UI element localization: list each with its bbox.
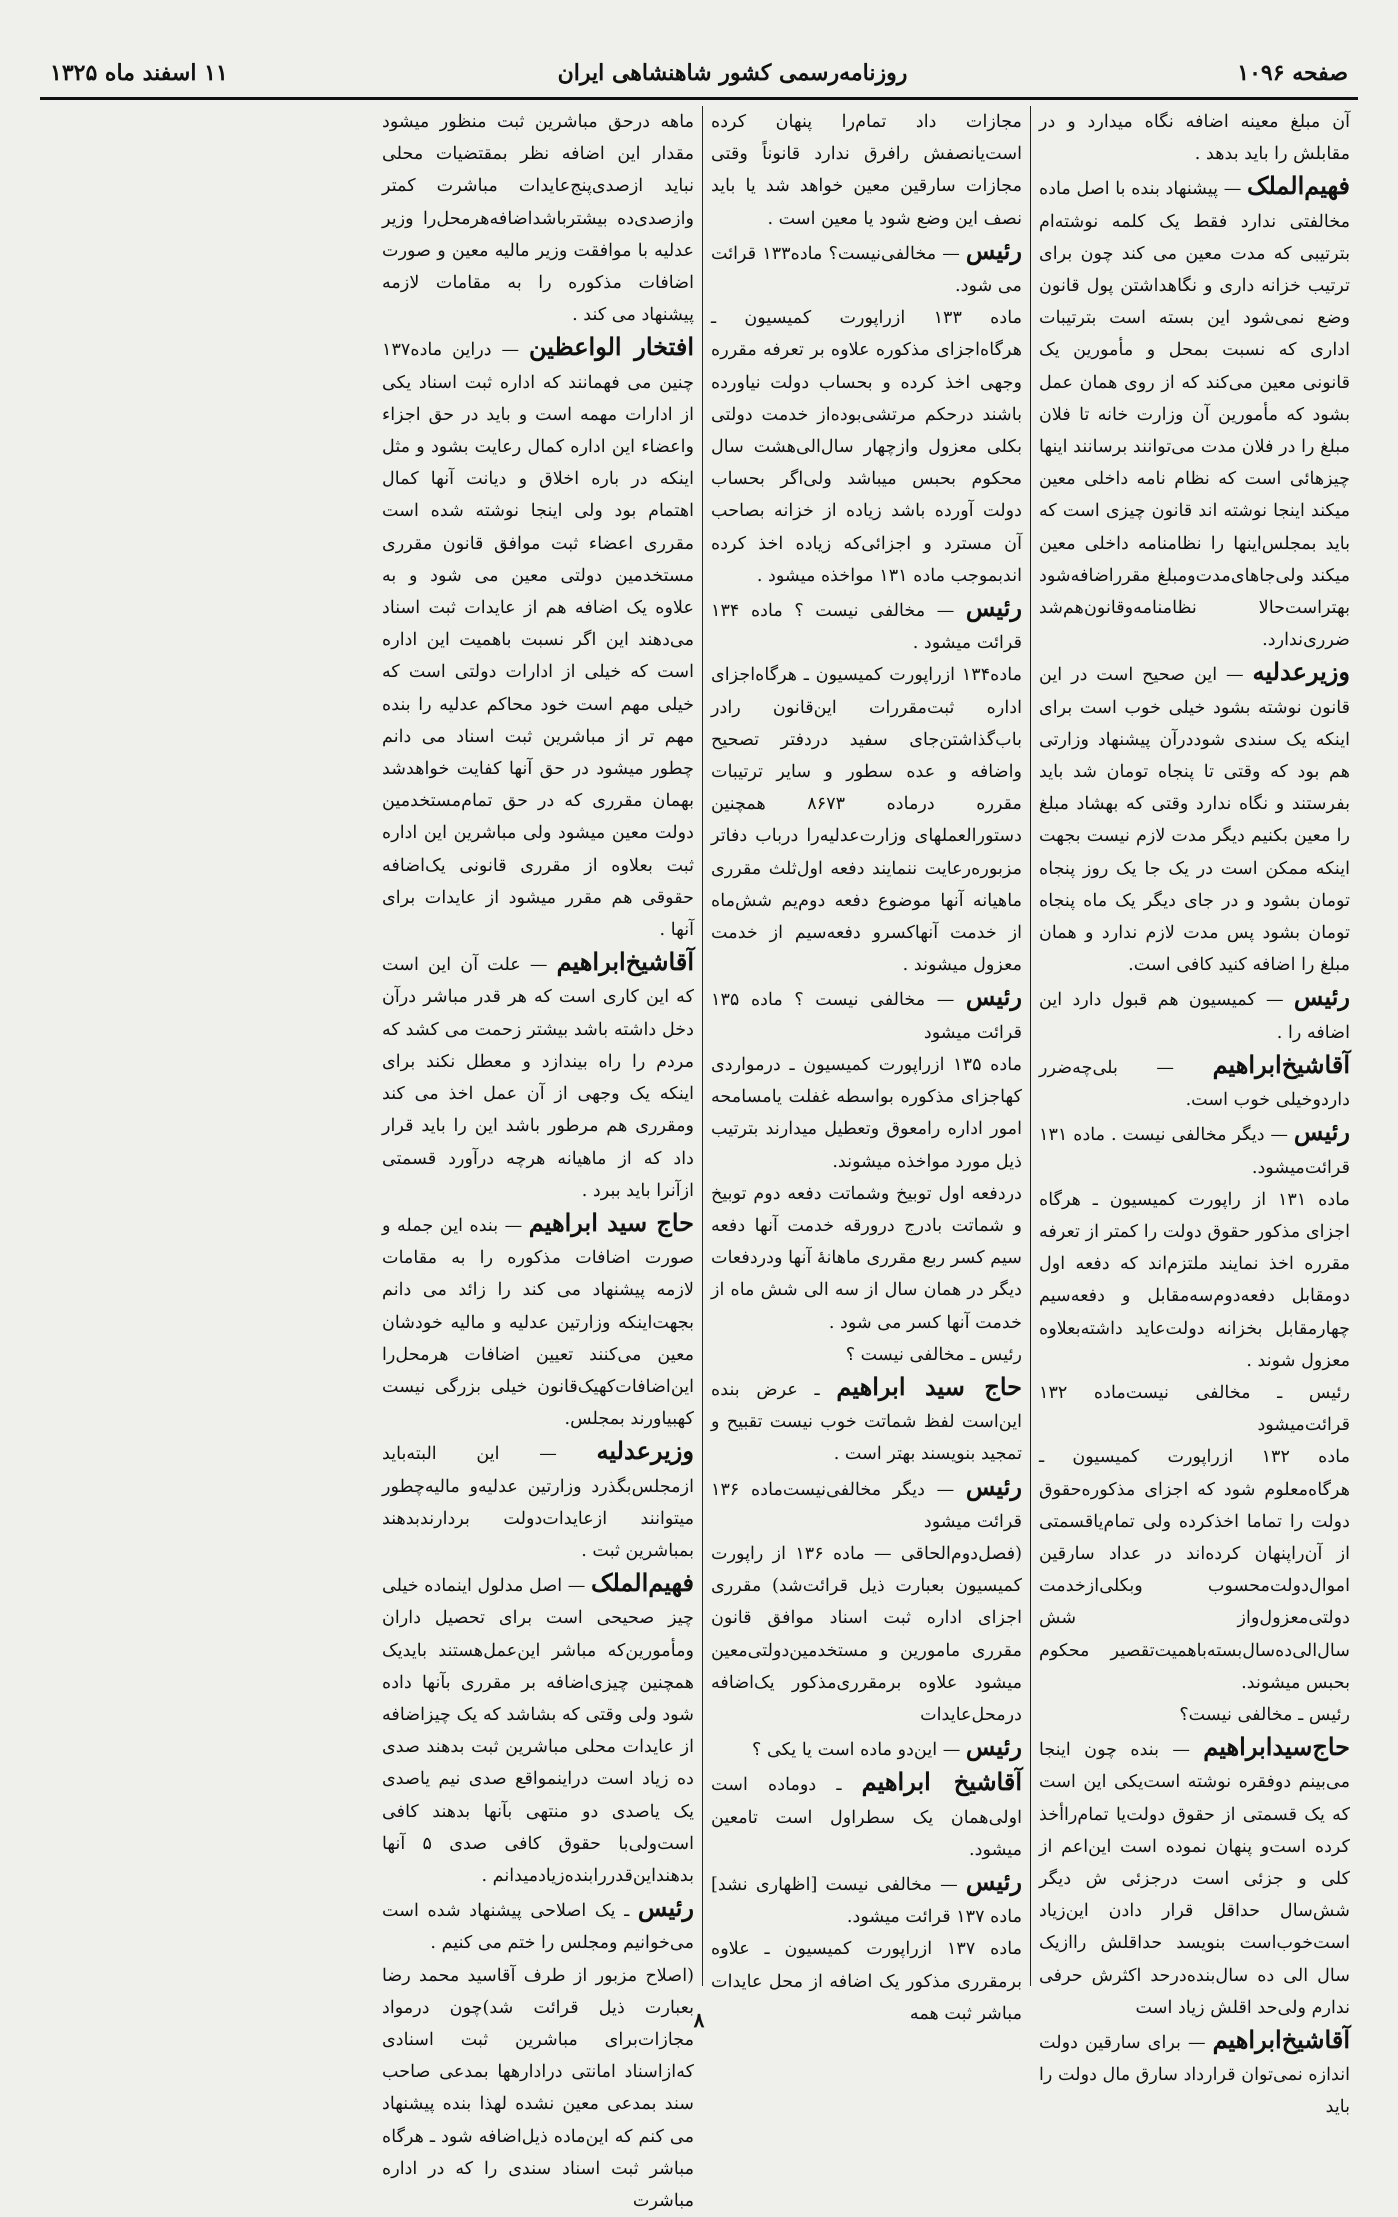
speaker-name: رئیس xyxy=(965,235,1023,265)
paragraph xyxy=(382,1960,694,2217)
speaker-name: آقاشیخ‌ابراهیم xyxy=(1212,1049,1350,1079)
paragraph-text: — بلی‌چه‌ضرر داردوخیلی خوب است. xyxy=(1039,1057,1350,1111)
paragraph xyxy=(711,592,1022,659)
speaker-name: فهیم‌الملک xyxy=(590,1568,695,1598)
paragraph xyxy=(711,235,1022,302)
paragraph-text: ماده۱۳۴ ازراپورت کمیسیون ـ هرگاه‌اجزای اداره ثبت‌مقررات این‌قانون رادر باب‌گذاشتن‌جای سفید دردفتر تصحیح واضافه و عده سطور و سایر ترتیبات مقرره درماده ۸۶۷۳ همچنین دستور‌العملهای وزارت‌عدلیه‌را درباب دفاتر مزبوره‌رعایت ننمایند دفعه اول‌ثلث مقرری ماهیانه آنها موضوع دفعه دوم‌یم شش‌ماه از خدمت آنهاکسرو دفعه‌سیم از خدمت معزول میشوند . xyxy=(711,665,1022,976)
paragraph-text: — دیگر مخالفی نیست . ماده ۱۳۱ قرائت‌میشود. xyxy=(1039,1125,1350,1178)
paragraph xyxy=(1039,1377,1350,1441)
paragraph xyxy=(711,1339,1022,1371)
speaker-name: آقاشیخ ابراهیم xyxy=(861,1767,1023,1797)
speaker-name: آقاشیخ‌ابراهیم xyxy=(556,947,694,977)
paragraph xyxy=(711,1471,1022,1538)
page-header xyxy=(40,52,1358,94)
paragraph-text: مجازات داد تمام‌را پنهان کرده است‌یانصفش را‌فرق ندارد قانوناً وقتی مجازات سارقین معین خواهد شد یا باید نصف این وضع شود یا معین است . xyxy=(711,112,1022,229)
newspaper-title: روزنامه‌رسمی کشور شاهنشاهی ایران xyxy=(557,60,908,86)
paragraph-text: — برای سارقین دولت اندازه نمی‌توان قرارداد سارق مال دولت را باید xyxy=(1039,2032,1350,2118)
paragraph xyxy=(711,1731,1022,1766)
paragraph-text: رئیس ـ مخالفی نیست ؟ xyxy=(845,1344,1022,1365)
paragraph-text: — بنده این جمله و صورت اضافات مذکوره را به مقامات لازمه پیشنهاد می کند را زائد می دانم بجهت‌اینکه وزارتین عدلیه و مالیه خودشان معین می‌کنند تعیین اضافات هرمحل‌را این‌اضافات‌کهیک‌قانون خیلی بزرگی نیست کهبیاورند بمجلس. xyxy=(382,1215,694,1430)
paragraph-text: ماده ۱۳۳ ازراپورت کمیسیون ـ هرگاه‌اجزای مذکوره علاوه بر تعرفه مقرره وجهی اخذ کرده و بحساب دولت نیاورده باشند درحکم مرتشی‌بوده‌از خدمت دولتی بکلی معزول وازچهار سال‌الی‌هشت سال محکوم بحبس میباشد ولی‌اگر بحساب دولت آورده باشد زیاده از خزانه بصاحب آن مسترد و اجزائی‌که زیاده اخذ کرده اندبموجب ماده ۱۳۱ مواخذه میشود . xyxy=(711,308,1022,586)
paragraph-text: ـ یک اصلاحی پیشنهاد شده است می‌خوانیم ومجلس را ختم می کنیم . xyxy=(382,1901,694,1954)
paragraph-text: رئیس ـ مخالفی نیست‌ماده ۱۳۲ قرائت‌میشود xyxy=(1039,1382,1350,1436)
paragraph xyxy=(382,1567,694,1892)
paragraph-text: ماهه درحق مباشرین ثبت منظور میشود مقدار این اضافه نظر بمقتضیات محلی نباید ازصدی‌پنج‌عایدات مباشرت کمتر وازصدی‌ده بیشتر‌باشداضافه‌هرمحل‌را وزیر عدلیه با موافقت وزیر مالیه معین و صورت اضافات مذکوره را به مقامات لازمه پیشنهاد می کند . xyxy=(382,112,694,326)
paragraph xyxy=(711,659,1022,981)
paragraph-text: (فصل‌دوم‌الحاقی — ماده ۱۳۶ از راپورت کمیسیون بعبارت ذیل قرائت‌شد) مقرری اجزای اداره ثبت اسناد موافق قانون مقرری مامورین و مستخدمین‌دولتی‌معین میشود علاوه برمقرری‌مذکور یک‌اضافه در‌محل‌عایدات xyxy=(711,1543,1022,1725)
speaker-name: رئیس xyxy=(965,1471,1023,1501)
speaker-name: فهیم‌الملک xyxy=(1246,171,1351,201)
page-number: ۸ xyxy=(693,2008,705,2032)
paragraph xyxy=(711,302,1022,592)
text-columns xyxy=(40,106,1358,2211)
speaker-name: وزیرعدلیه xyxy=(596,1436,694,1466)
paragraph xyxy=(382,1892,694,1959)
paragraph-text: — دراین ماده۱۳۷ چنین می فهمانند که اداره ثبت اسناد یکی از ادارات مهمه است و باید در حق اجزاء واعضاء این اداره کمال رعایت بشود و مثل اینکه در باره اخلاق و دیانت آنها کمال اهتمام بود ولی اینجا نوشته شده است مقرری اعضاء ثبت موافق قانون مقرری مستخدمین دولتی معین می شود و به علاوه یک اضافه هم از عایدات ثبت اسناد می‌دهند این اگر نسبت باهمیت این اداره است که خیلی از ادارات دولتی است که خیلی مهم است خود محاکم عدلیه را بنده مهم تر از مباشرین ثبت اسناد می دانم چطور میشود در حق آنها کفایت خواهدشد بهمان مقرری که در حق تمام‌مستخدمین دولت معین میشود ولی مباشرین این اداره ثبت بعلاوه از مقرری قانونی یک‌اضافه حقوقی هم مقرر میشود از عایدات برای آنها . xyxy=(382,340,694,941)
paragraph xyxy=(1039,106,1350,170)
paragraph-text: ماده ۱۳۲ ازراپورت کمیسیون ـ هرگاه‌معلوم شود که اجزای مذکوره‌حقوق دولت را تماما اخذکرده ولی تمام‌یاقسمتی از آن‌راپنهان کرده‌اند در عداد سارقین اموال‌دولت‌محسوب وبکلی‌ازخدمت دولتی‌معزول‌واز شش سال‌الی‌ده‌سال‌بسته‌باهمیت‌تقصیر محکوم بحبس میشوند. xyxy=(1039,1447,1350,1693)
paragraph xyxy=(1039,1731,1350,2024)
paragraph-text: — مخالفی نیست ؟ ماده ۱۳۴ قرائت میشود . xyxy=(711,601,1022,654)
issue-date: ۱۱ اسفند ماه ۱۳۲۵ xyxy=(50,60,228,86)
paragraph-text: — دیگر مخالفی‌نیست‌ماده ۱۳۶ قرائت میشود xyxy=(711,1479,1022,1532)
paragraph-text: — این صحیح است در این قانون نوشته بشود خیلی خوب است برای اینکه یک سندی شوددرآن پیشنهاد وزارتی هم بود که وقتی تا پنجاه تومان شد باید بفرستند و نگاه ندارد وقتی که بهشاد مبلغ را معین بکنیم دیگر مدت لازم نیست بجهت اینکه ممکن است در یک جا یک روز پنجاه تومان بشود و در جای دیگر یک ماه پنجاه تومان بشود پس مدت لازم ندارد و همان مبلغ را اضافه کنید کافی است. xyxy=(1039,665,1350,976)
paragraph-text: — بنده چون اینجا می‌بینم دوفقره نوشته است‌یکی این است که یک قسمتی از حقوق دولت‌یا تمام‌راأخذ کرده است‌و پنهان نموده است این‌اعم از کلی و جزئی است درجزئی ش دیگر شش‌سال حداقل قرار دادن این‌زیاد است‌خوب‌است بنویسد حداقلش راازیک سال الی ده سال‌بنده‌درحد اکثرش حرفی ندارم ولی‌حد اقلش زیاد است xyxy=(1039,1740,1350,2018)
paragraph-text: — پیشنهاد بنده با اصل ماده مخالفتی ندارد فقط یک کلمه نوشته‌ام بترتیبی که مدت معین می کند چون برای ترتیب خزانه داری و نگاهداشتن پول قانون وضع نمی‌شود این بسته است بترتیبات اداری که نسبت بمحل و مأمورین یک قانونی معین می‌کند که از روی همان عمل بشود که مأمورین آن وزارت خانه تا فلان مبلغ را در فلان مدت می‌توانند برسانند اینها چیزهائی است که نظام نامه داخلی معین میکند اینجا نوشته اند قانون چیزی است که باید بمجلس‌اینها را نظامنامه داخلی معین میکند ولی‌جاهای‌مدت‌ومبلغ مقرراضافه‌شود بهتراست‌حالا نظامنامه‌وقانون‌هم‌شد ضرری‌ندارد. xyxy=(1039,179,1350,651)
paragraph xyxy=(711,1766,1022,1866)
paragraph xyxy=(711,1178,1022,1339)
speaker-name: رئیس xyxy=(637,1893,694,1923)
speaker-name: حاج سید ابراهیم xyxy=(528,1207,695,1237)
speaker-name: رئیس xyxy=(965,1732,1022,1762)
paragraph xyxy=(1039,656,1350,981)
paragraph xyxy=(711,1538,1022,1731)
paragraph xyxy=(711,106,1022,235)
paragraph-text: دردفعه اول توبیخ وشماتت دفعه دوم توبیخ و شماتت بادرج درورقه خدمت آنها دفعه سیم کسر ربع مقرری ماهانهٔ آنها ودردفعات دیگر در همان سال از سه الی شش ماه از خدمت آنها کسر می شود . xyxy=(711,1183,1022,1333)
speaker-name: افتخار الواعظین xyxy=(529,332,695,362)
paragraph-text: — این البته‌باید ازمجلس‌بگذرد وزارتین عدلیه‌و مالیه‌چطور میتوانند ازعایدات‌دولت بردارندبدهند بمباشرین ثبت . xyxy=(382,1444,694,1561)
paragraph xyxy=(382,946,694,1207)
newspaper-page xyxy=(40,22,1358,2211)
paragraph-text: ماده ۱۳۱ از راپورت کمیسیون ـ هرگاه اجزای مذکور حقوق دولت را کمتر از تعرفه مقرره اخذ نمایند ملتزم‌اند که دفعه اول دومقابل دفعه‌دوم‌سه‌مقابل و دفعه‌سیم چهارمقابل بخزانه دولت‌عاید داشته‌بعلاوه معزول شوند . xyxy=(1039,1189,1350,1371)
header-rule xyxy=(40,97,1358,100)
paragraph-text: — مخالفی نیست [اظهاری نشد] ماده ۱۳۷ قرائت میشود. xyxy=(711,1874,1022,1928)
paragraph-text: ماده ۱۳۷ ازراپورت کمیسیون ـ علاوه برمقرری مذکور یک اضافه از محل عایدات مباشر ثبت همه xyxy=(711,1939,1022,2024)
speaker-name: رئیس xyxy=(965,982,1022,1012)
paragraph-text: ـ عرض بنده این‌است لفظ شماتت خوب نیست تقبیح و تمجید بنویسند بهتر است . xyxy=(711,1379,1022,1465)
column-2 xyxy=(702,106,1030,2024)
paragraph xyxy=(711,1049,1022,1178)
column-3 xyxy=(374,106,702,2211)
paragraph-text: — علت آن این است که این کاری است که هر قدر مباشر درآن دخل داشته باشد بیشتر زحمت می کشد که مردم را راه بیندازد و معطل نکند برای اینکه یک وجهی از آن عمل اخذ می کند ومقرری هم مرطور باشد این را باید قرار داد که از ماهیانه هرچه درآورد قسمتی ازآنرا باید ببرد . xyxy=(382,955,694,1201)
paragraph xyxy=(1039,1184,1350,1377)
paragraph xyxy=(711,981,1022,1048)
paragraph xyxy=(711,1371,1022,1471)
paragraph-text: (اصلاح مزبور از طرف آقاسید محمد رضا بعبارت ذیل قرائت شد)چون درمواد مجازات‌برای مباشرین ثبت اسنادی که‌ازاسناد امانتی درادارهها بمدعی صاحب سند بمدعی معین نشده لهذا بنده پیشنهاد می کنم که این‌ماده ذیل‌اضافه شود ـ هرگاه مباشر ثبت اسناد سندی را که در اداره مباشرت xyxy=(382,1965,694,2211)
paragraph-text: — کمیسیون هم قبول دارد این اضافه را . xyxy=(1039,990,1350,1043)
paragraph xyxy=(1039,1699,1350,1731)
paragraph xyxy=(711,1866,1022,1933)
paragraph xyxy=(1039,1116,1350,1183)
paragraph xyxy=(1039,981,1350,1048)
speaker-name: رئیس xyxy=(1293,982,1350,1012)
column-1 xyxy=(1030,106,1358,2118)
paragraph-text: رئیس ـ مخالفی نیست؟ xyxy=(1179,1704,1350,1725)
paragraph xyxy=(1039,170,1350,656)
speaker-name: حاج‌سیدابراهیم xyxy=(1203,1732,1351,1762)
paragraph xyxy=(1039,1441,1350,1699)
speaker-name: رئیس xyxy=(965,1866,1023,1896)
speaker-name: حاج سید ابراهیم xyxy=(836,1371,1022,1401)
paragraph-text: — اصل مدلول اینماده خیلی چیز صحیحی است برای تحصیل داران ومأمورین‌که مباشر این‌عمل‌هستند بایدیک همچنین چیزی‌اضافه بر مقرری بآنها داده شود ولی وقتی که بشاشد که یک چیزاضافه از عایدات محلی مباشرین ثبت بدهند صدی ده زیاد است دراینمواقع صدی نیم یاصدی یک یاصدی دو منتهی بآنها بدهند کافی است‌ولی‌با حقوق کافی صدی ۵ آنها بدهند‌این‌قدر‌را‌بنده‌زیادمیدانم . xyxy=(382,1576,694,1886)
speaker-name: رئیس xyxy=(965,593,1022,623)
paragraph-text: آن مبلغ معینه اضافه نگاه میدارد و در مقابلش را باید بدهد . xyxy=(1039,112,1350,165)
speaker-name: آقاشیخ‌ابراهیم xyxy=(1212,2024,1350,2054)
paragraph xyxy=(1039,2024,1350,2124)
paragraph xyxy=(1039,1049,1350,1116)
page-label: صفحه ۱۰۹۶ xyxy=(1237,60,1348,86)
paragraph xyxy=(382,1207,694,1435)
paragraph-text: — مخالفی نیست ؟ ماده ۱۳۵ قرائت میشود xyxy=(711,990,1022,1043)
paragraph xyxy=(382,106,694,331)
speaker-name: رئیس xyxy=(1293,1117,1350,1147)
paragraph-text: ماده ۱۳۵ ازراپورت کمیسیون ـ درمواردی کهاجزای مذکوره بواسطه غفلت یامسامحه امور اداره رامعوق وتعطیل میدارند بترتیب ذیل مورد مواخذه میشوند. xyxy=(711,1054,1022,1172)
paragraph-text: ـ دوماده است اولی‌همان یک سطراول است تامعین میشود. xyxy=(711,1775,1022,1860)
paragraph xyxy=(382,1435,694,1567)
paragraph-text: — این‌دو ماده است یا یکی ؟ xyxy=(752,1740,961,1761)
paragraph-text: — مخالفی‌نیست؟ ماده۱۳۳ قرائت می شود. xyxy=(711,243,1022,297)
speaker-name: وزیرعدلیه xyxy=(1252,657,1350,687)
paragraph xyxy=(382,331,694,946)
